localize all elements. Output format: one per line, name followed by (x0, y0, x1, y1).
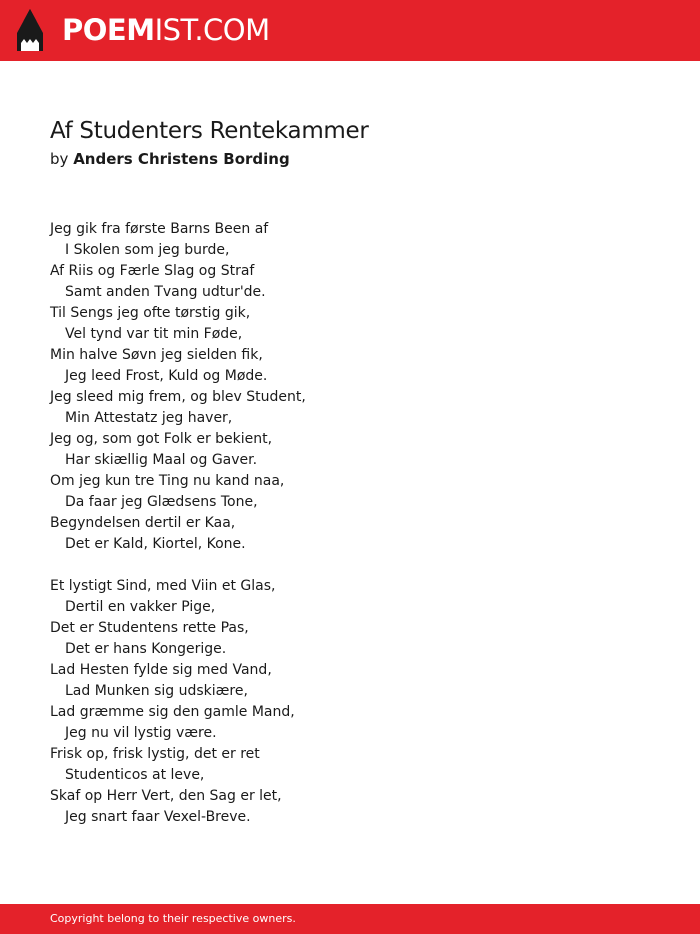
poem-line: Det er Studentens rette Pas, (50, 620, 249, 636)
poem-author: Anders Christens Bording (73, 150, 290, 168)
poem-line: Om jeg kun tre Ting nu kand naa, (50, 473, 285, 489)
poem-line: Jeg leed Frost, Kuld og Møde. (65, 368, 268, 384)
logo-bold-text: POEM (62, 13, 155, 47)
poem-line: Jeg snart faar Vexel-Breve. (65, 809, 251, 825)
poem-line: Det er hans Kongerige. (65, 641, 227, 657)
poem-line: Studenticos at leve, (65, 767, 205, 783)
site-footer (0, 904, 700, 934)
site-logo[interactable] (62, 13, 270, 47)
copyright-text: Copyright belong to their respective owners. (50, 912, 296, 925)
poem-line: Af Riis og Færle Slag og Straf (50, 263, 255, 279)
poem-title: Af Studenters Rentekammer (50, 118, 369, 144)
poem-line: Lad Munken sig udskiære, (65, 683, 248, 699)
poem-body (50, 219, 306, 828)
poem-line: Har skiællig Maal og Gaver. (65, 452, 258, 468)
pencil-icon[interactable] (17, 9, 43, 51)
poem-line: Jeg nu vil lystig være. (65, 725, 217, 741)
poem-line: Samt anden Tvang udtur'de. (65, 284, 266, 300)
poem-line: I Skolen som jeg burde, (65, 242, 230, 258)
byline-prefix: by (50, 150, 69, 168)
poem-line: Jeg sleed mig frem, og blev Student, (50, 389, 306, 405)
poem-line: Lad græmme sig den gamle Mand, (50, 704, 295, 720)
poem-line: Lad Hesten fylde sig med Vand, (50, 662, 272, 678)
poem-line: Min halve Søvn jeg sielden fik, (50, 347, 263, 363)
poem-line: Begyndelsen dertil er Kaa, (50, 515, 236, 531)
poem-line: Til Sengs jeg ofte tørstig gik, (50, 305, 251, 321)
poem-line: Vel tynd var tit min Føde, (65, 326, 243, 342)
logo-light-text: IST.COM (154, 13, 270, 47)
site-header (0, 0, 700, 61)
stanza-gap (50, 555, 306, 576)
poem-byline (50, 149, 290, 169)
poem-line: Det er Kald, Kiortel, Kone. (65, 536, 246, 552)
poem-line: Skaf op Herr Vert, den Sag er let, (50, 788, 282, 804)
poem-line: Jeg gik fra første Barns Been af (50, 221, 269, 237)
poem-line: Frisk op, frisk lystig, det er ret (50, 746, 260, 762)
poem-line: Dertil en vakker Pige, (65, 599, 216, 615)
poem-line: Da faar jeg Glædsens Tone, (65, 494, 258, 510)
poem-line: Jeg og, som got Folk er bekient, (50, 431, 273, 447)
poem-line: Et lystigt Sind, med Viin et Glas, (50, 578, 276, 594)
poem-line: Min Attestatz jeg haver, (65, 410, 233, 426)
